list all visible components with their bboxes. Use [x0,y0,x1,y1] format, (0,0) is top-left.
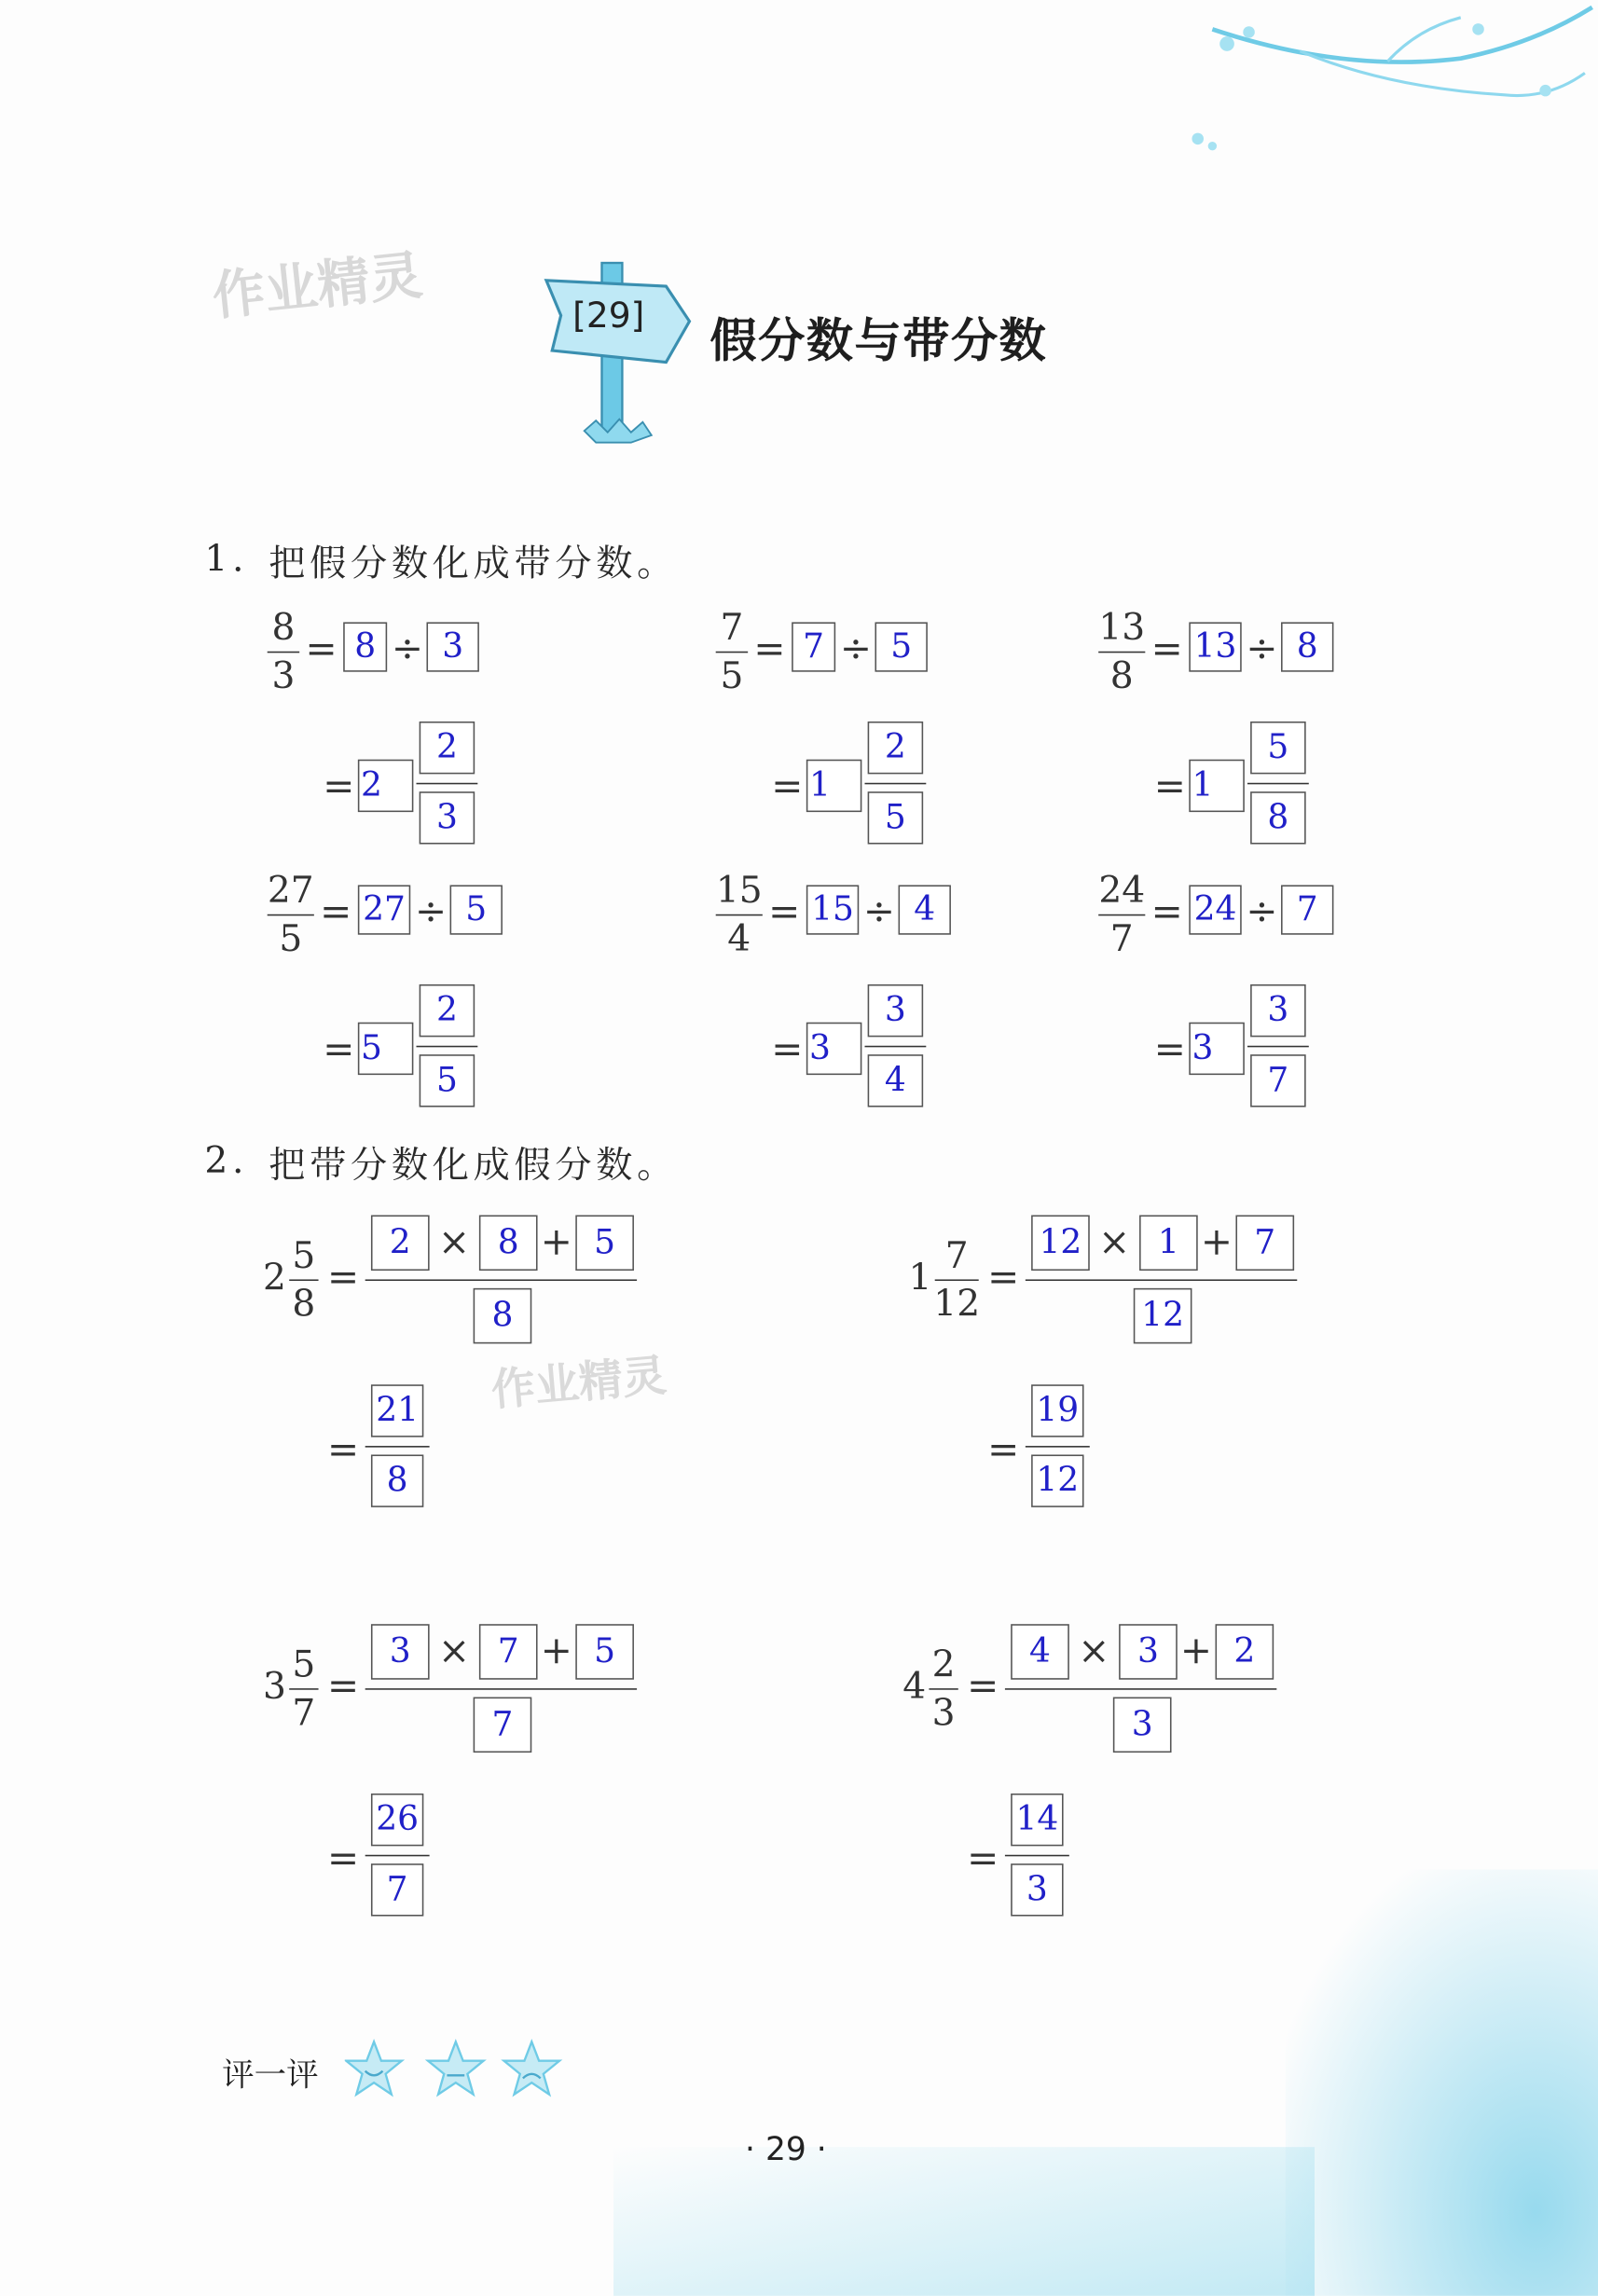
equals-sign: = [967,1665,999,1710]
addend-box[interactable]: 5 [575,1216,634,1272]
equals-sign: = [987,1256,1020,1300]
fraction-bar [716,652,748,653]
fraction-denominator: 5 [720,654,744,697]
plus-sign: + [1200,1220,1233,1265]
whole-part-box[interactable]: 3 [1189,1023,1245,1075]
multiplier-box[interactable]: 8 [479,1216,538,1272]
fraction-bar [365,1688,637,1690]
divisor-box[interactable]: 7 [1281,885,1333,934]
mixed-whole: 1 [908,1256,932,1299]
multiplier-box[interactable]: 1 [1139,1216,1198,1272]
fraction-denominator: 7 [292,1691,316,1735]
rating-stars [345,2039,564,2103]
addend-box[interactable]: 7 [1235,1216,1294,1272]
mixed-fraction [929,1644,957,1734]
equals-sign: = [326,1428,360,1473]
times-sign: × [1078,1629,1110,1674]
divide-sign: ÷ [862,890,896,935]
improper-fraction [716,608,748,697]
equals-sign: = [323,764,355,809]
plus-sign: + [540,1629,572,1674]
rating-label: 评一评 [222,2057,319,2095]
divisor-box[interactable]: 5 [450,885,503,934]
multiplier-box[interactable]: 3 [1119,1624,1178,1680]
fraction-bar [268,914,314,916]
fraction-bar [1098,914,1145,916]
fraction-numerator: 5 [292,1233,316,1277]
denominator-box[interactable]: 5 [420,1054,475,1107]
fraction-bar [1098,652,1145,653]
denominator-box[interactable]: 7 [1250,1054,1306,1107]
result-denominator-box[interactable]: 8 [474,1288,532,1344]
fraction-numerator: 7 [944,1233,969,1277]
addend-box[interactable]: 5 [575,1624,634,1680]
whole-part-box[interactable]: 2 [358,760,414,812]
multiplicand-box[interactable]: 12 [1031,1216,1090,1272]
dividend-box[interactable]: 13 [1189,622,1241,671]
equals-sign: = [1153,1027,1186,1072]
multiplicand-box[interactable]: 2 [371,1216,430,1272]
improper-fraction [1098,871,1145,960]
addend-box[interactable]: 2 [1216,1624,1274,1680]
fraction-denominator: 5 [279,917,303,960]
numerator-box[interactable]: 2 [420,722,475,774]
mixed-fraction [935,1235,979,1325]
answer-numerator-box[interactable]: 26 [371,1794,423,1846]
mixed-fraction [289,1644,318,1734]
equals-sign: = [326,1836,360,1881]
denominator-box[interactable]: 4 [868,1054,924,1107]
branch-decoration [1168,0,1598,168]
denominator-box[interactable]: 5 [868,791,924,844]
fraction-numerator: 7 [720,606,744,649]
bottom-decoration [613,2147,1315,2296]
section2-instruction: 把带分数化成假分数。 [269,1143,678,1187]
numerator-box[interactable]: 2 [868,722,924,774]
fraction-denominator: 3 [931,1691,956,1735]
answer-numerator-box[interactable]: 21 [371,1384,423,1437]
fraction-numerator: 24 [1098,869,1146,912]
fraction-bar [365,1855,430,1857]
numerator-box[interactable]: 3 [868,984,924,1037]
fraction-bar [268,652,299,653]
fraction-numerator: 5 [292,1643,316,1686]
fraction-bar [716,914,763,916]
result-denominator-box[interactable]: 3 [1113,1698,1172,1753]
watermark-middle: 作业精灵 [489,1350,668,1417]
mixed-fraction [289,1235,318,1325]
answer-denominator-box[interactable]: 8 [371,1454,423,1506]
fraction-bar [1026,1279,1297,1281]
mixed-whole: 4 [902,1665,927,1708]
times-sign: × [1098,1220,1131,1265]
fraction-denominator: 3 [271,654,296,697]
divisor-box[interactable]: 5 [875,622,927,671]
improper-fraction [268,871,314,960]
plus-sign: + [1179,1629,1213,1674]
fraction-bar [289,1688,318,1690]
fraction-bar [365,1446,430,1448]
equals-sign: = [1153,764,1186,809]
divide-sign: ÷ [1246,890,1278,935]
star-neutral-icon[interactable] [428,2042,484,2094]
fraction-denominator: 8 [1109,654,1134,697]
fraction-bar [417,783,478,785]
times-sign: × [438,1629,471,1674]
equals-sign: = [326,1256,360,1300]
lesson-number: [29] [572,295,645,337]
answer-denominator-box[interactable]: 7 [371,1863,423,1916]
improper-fraction [716,871,763,960]
numerator-box[interactable]: 2 [420,984,475,1037]
fraction-bar [865,783,927,785]
divide-sign: ÷ [391,627,424,672]
divisor-box[interactable]: 3 [426,622,478,671]
fraction-numerator: 8 [271,606,296,649]
fraction-bar [1247,1046,1309,1048]
answer-numerator-box[interactable]: 19 [1031,1384,1083,1437]
improper-fraction [268,608,299,697]
numerator-box[interactable]: 3 [1250,984,1306,1037]
equals-sign: = [967,1836,999,1881]
fraction-bar [929,1688,957,1690]
divide-sign: ÷ [414,890,448,935]
whole-part-box[interactable]: 1 [1189,760,1245,812]
fraction-bar [417,1046,478,1048]
mixed-whole: 3 [263,1665,286,1708]
page-number: · 29 · [745,2132,827,2169]
numerator-box[interactable]: 5 [1250,722,1306,774]
result-denominator-box[interactable]: 7 [474,1698,532,1753]
star-happy-icon[interactable] [346,2042,402,2094]
equals-sign: = [326,1665,360,1710]
divide-sign: ÷ [839,627,873,672]
equals-sign: = [771,764,804,809]
fraction-bar [1026,1446,1090,1448]
equals-sign: = [768,890,801,935]
fraction-bar [1247,783,1309,785]
page-title: 假分数与带分数 [709,312,1048,368]
answer-denominator-box[interactable]: 3 [1011,1863,1063,1916]
improper-fraction [1098,608,1145,697]
fraction-numerator: 2 [931,1643,956,1686]
answer-numerator-box[interactable]: 14 [1011,1794,1063,1846]
fraction-denominator: 4 [727,917,751,960]
dividend-box[interactable]: 8 [343,622,387,671]
equals-sign: = [1150,890,1183,935]
fraction-denominator: 12 [933,1283,981,1326]
watermark-header: 作业精灵 [209,246,426,328]
answer-denominator-box[interactable]: 12 [1031,1454,1083,1506]
fraction-bar [865,1046,927,1048]
divide-sign: ÷ [1246,627,1278,672]
dividend-box[interactable]: 15 [806,885,859,934]
section1-label: 1. [204,537,249,580]
star-sad-icon[interactable] [504,2042,560,2094]
plus-sign: + [540,1220,572,1265]
multiplicand-box[interactable]: 4 [1011,1624,1069,1680]
dividend-box[interactable]: 24 [1189,885,1241,934]
times-sign: × [438,1220,471,1265]
denominator-box[interactable]: 3 [420,791,475,844]
mixed-whole: 2 [263,1256,286,1299]
equals-sign: = [323,1027,355,1072]
dividend-box[interactable]: 27 [358,885,410,934]
fraction-bar [1005,1855,1069,1857]
fraction-bar [1005,1688,1276,1690]
whole-part-box[interactable]: 3 [806,1023,862,1075]
multiplier-box[interactable]: 7 [479,1624,538,1680]
fraction-numerator: 15 [715,869,763,912]
fraction-bar [365,1279,637,1281]
equals-sign: = [305,627,338,672]
equals-sign: = [320,890,352,935]
divisor-box[interactable]: 8 [1281,622,1333,671]
fraction-bar [289,1279,318,1281]
fraction-numerator: 13 [1098,606,1146,649]
dividend-box[interactable]: 7 [792,622,835,671]
fraction-numerator: 27 [267,869,314,912]
equals-sign: = [987,1428,1020,1473]
fraction-bar [935,1279,979,1281]
equals-sign: = [1150,627,1183,672]
section1-instruction: 把假分数化成带分数。 [269,542,678,584]
equals-sign: = [771,1027,804,1072]
whole-part-box[interactable]: 5 [358,1023,414,1075]
fraction-denominator: 7 [1109,917,1134,960]
corner-decoration [1286,1869,1598,2295]
equals-sign: = [753,627,786,672]
multiplicand-box[interactable]: 3 [371,1624,430,1680]
whole-part-box[interactable]: 1 [806,760,862,812]
signpost-icon [538,248,698,455]
result-denominator-box[interactable]: 12 [1134,1288,1192,1344]
fraction-denominator: 8 [292,1283,316,1326]
section2-label: 2. [204,1139,249,1182]
divisor-box[interactable]: 4 [899,885,951,934]
denominator-box[interactable]: 8 [1250,791,1306,844]
